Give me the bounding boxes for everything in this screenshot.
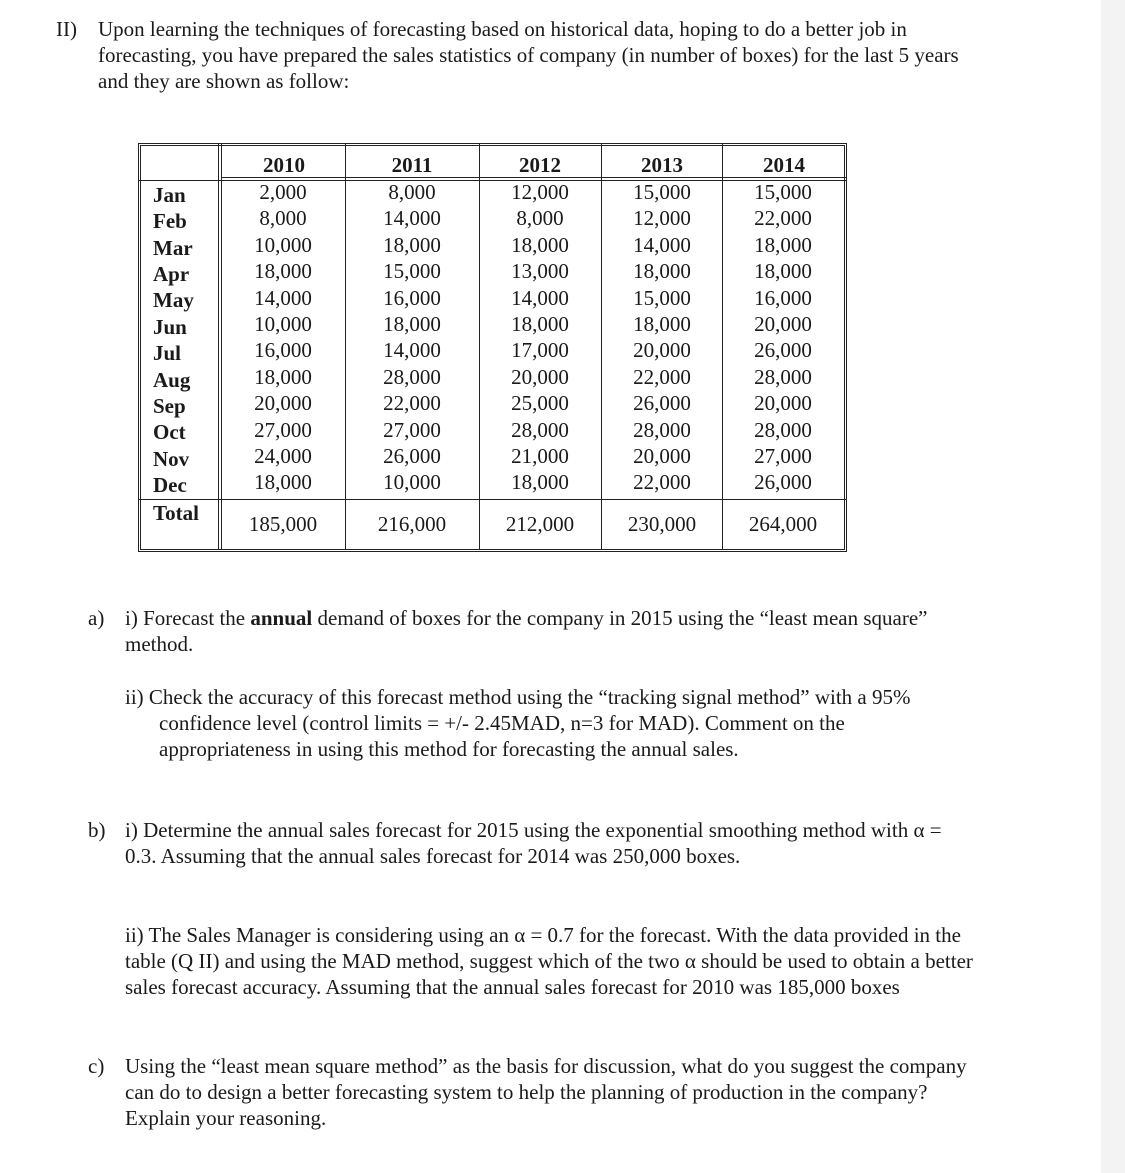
table-cell: 28,000 [383,364,441,389]
part-a-i-text: i) Forecast the [125,606,251,630]
month-label: Feb [153,209,187,233]
part-a-ii-line-3: appropriateness in using this method for forecasting the annual sales. [159,737,739,761]
table-cell: 13,000 [511,259,569,284]
table-cell: 2,000 [259,180,307,204]
table-cell: 10,000 [383,470,441,495]
total-rule [138,499,846,500]
part-b-i-line-1: i) Determine the annual sales forecast for 2015 using the exponential smoothing method with α = [125,818,942,842]
table-cell: 20,000 [633,338,691,363]
table-cell: 18,000 [383,232,441,257]
part-c-label: c) [88,1054,105,1078]
table-cell: 17,000 [511,338,569,363]
part-a-label: a) [88,606,105,630]
column-2013 [617,179,707,496]
table-cell: 18,000 [511,470,569,495]
month-label: Dec [153,473,187,497]
table-cell: 10,000 [254,311,312,336]
part-a-i-bold: annual [250,606,313,630]
part-b-i-line-2: 0.3. Assuming that the annual sales forecast for 2014 was 250,000 boxes. [125,844,741,868]
table-cell: 16,000 [383,285,441,310]
table-cell: 24,000 [254,443,312,468]
month-label: Jan [153,183,186,207]
table-cell: 16,000 [254,338,312,363]
table-cell: 20,000 [754,311,812,336]
column-rule [601,143,602,549]
table-cell: 22,000 [383,391,441,416]
year-header: 2011 [391,153,433,177]
total-label: Total [153,501,199,525]
part-c-line-2: can do to design a better forecasting system to help the planning of production in the company? [125,1080,928,1104]
table-cell: 18,000 [254,259,312,284]
table-cell: 8,000 [516,206,564,231]
part-b-ii-line-3: sales forecast accuracy. Assuming that the annual sales forecast for 2010 was 185,000 boxes [125,975,900,999]
sales-table [138,143,847,552]
question-label: II) [56,17,77,41]
table-cell: 28,000 [511,417,569,442]
table-cell: 14,000 [383,338,441,363]
table-cell: 18,000 [754,232,812,257]
table-cell: 18,000 [511,232,569,257]
table-cell: 14,000 [383,206,441,231]
table-cell: 15,000 [633,180,691,204]
table-cell: 26,000 [633,391,691,416]
month-label: May [153,288,194,312]
part-a-ii [125,684,1045,762]
table-cell: 16,000 [754,285,812,310]
month-label: Nov [153,447,190,471]
part-b-label: b) [88,818,106,842]
intro-line-2: forecasting, you have prepared the sales statistics of company (in number of boxes) for the last 5 years [98,43,959,67]
total-cell: 230,000 [627,512,697,536]
month-label: Jul [153,341,182,365]
table-cell: 18,000 [254,364,312,389]
part-a-ii-line-2: confidence level (control limits = +/- 2.45MAD, n=3 for MAD). Comment on the [159,711,845,735]
intro-line-1: Upon learning the techniques of forecasting based on historical data, hoping to do a better job in [98,17,907,41]
month-label: Apr [153,262,190,286]
column-2012 [495,179,585,496]
table-cell: 18,000 [383,311,441,336]
part-a-i-line-2: method. [125,632,194,656]
column-rule [345,143,346,549]
table-cell: 26,000 [383,443,441,468]
total-cell: 212,000 [505,512,575,536]
column-2014 [738,179,828,496]
month-label: Sep [153,394,186,418]
total-cell: 216,000 [377,512,447,536]
table-cell: 15,000 [633,285,691,310]
table-cell: 22,000 [754,206,812,231]
part-b-ii-line-2: table (Q II) and using the MAD method, suggest which of the two α should be used to obtain a better [125,949,973,973]
column-rule [479,143,480,549]
table-cell: 15,000 [754,180,812,204]
total-cell: 185,000 [248,512,318,536]
table-cell: 26,000 [754,470,812,495]
table-cell: 22,000 [633,364,691,389]
part-b-ii-line-1: ii) The Sales Manager is considering using an α = 0.7 for the forecast. With the data provided in the [125,923,961,947]
part-b-ii [125,922,1065,1000]
table-cell: 14,000 [633,232,691,257]
table-cell: 27,000 [754,443,812,468]
table-cell: 18,000 [511,311,569,336]
table-cell: 18,000 [633,311,691,336]
table-cell: 8,000 [388,180,436,204]
page-edge-shade [1101,0,1125,1173]
table-cell: 10,000 [254,232,312,257]
table-cell: 15,000 [383,259,441,284]
total-cell: 264,000 [748,512,818,536]
year-header: 2010 [263,153,305,177]
part-c-line-3: Explain your reasoning. [125,1106,327,1130]
part-a-i-text-2: demand of boxes for the company in 2015 using the “least mean square” [312,606,928,630]
table-cell: 18,000 [254,470,312,495]
table-cell: 22,000 [633,470,691,495]
table-cell: 28,000 [754,364,812,389]
table-cell: 12,000 [511,180,569,204]
table-cell: 8,000 [259,206,307,231]
table-cell: 20,000 [511,364,569,389]
table-cell: 21,000 [511,443,569,468]
column-2011 [367,179,457,496]
table-cell: 14,000 [254,285,312,310]
table-cell: 20,000 [633,443,691,468]
column-2010 [238,179,328,496]
table-cell: 18,000 [633,259,691,284]
month-label: Mar [153,236,193,260]
part-c-line-1: Using the “least mean square method” as the basis for discussion, what do you suggest the company [125,1054,967,1078]
table-cell: 27,000 [254,417,312,442]
part-b-i [125,817,1065,869]
part-a-ii-line-1: ii) Check the accuracy of this forecast method using the “tracking signal method” with a 95% [125,685,911,709]
table-cell: 28,000 [754,417,812,442]
part-a-i [125,605,1045,657]
month-label: Aug [153,368,191,392]
year-header: 2012 [519,153,561,177]
table-cell: 20,000 [254,391,312,416]
part-c-text [125,1053,1065,1131]
year-header: 2014 [763,153,805,177]
table-cell: 18,000 [754,259,812,284]
column-rule [722,143,723,549]
table-cell: 28,000 [633,417,691,442]
table-cell: 12,000 [633,206,691,231]
year-header: 2013 [641,153,683,177]
table-cell: 25,000 [511,391,569,416]
table-cell: 20,000 [754,391,812,416]
month-column-rule [218,143,222,549]
table-cell: 26,000 [754,338,812,363]
table-cell: 27,000 [383,417,441,442]
table-cell: 14,000 [511,285,569,310]
month-label: Oct [153,420,186,444]
intro-line-3: and they are shown as follow: [98,69,350,93]
month-label: Jun [153,315,187,339]
